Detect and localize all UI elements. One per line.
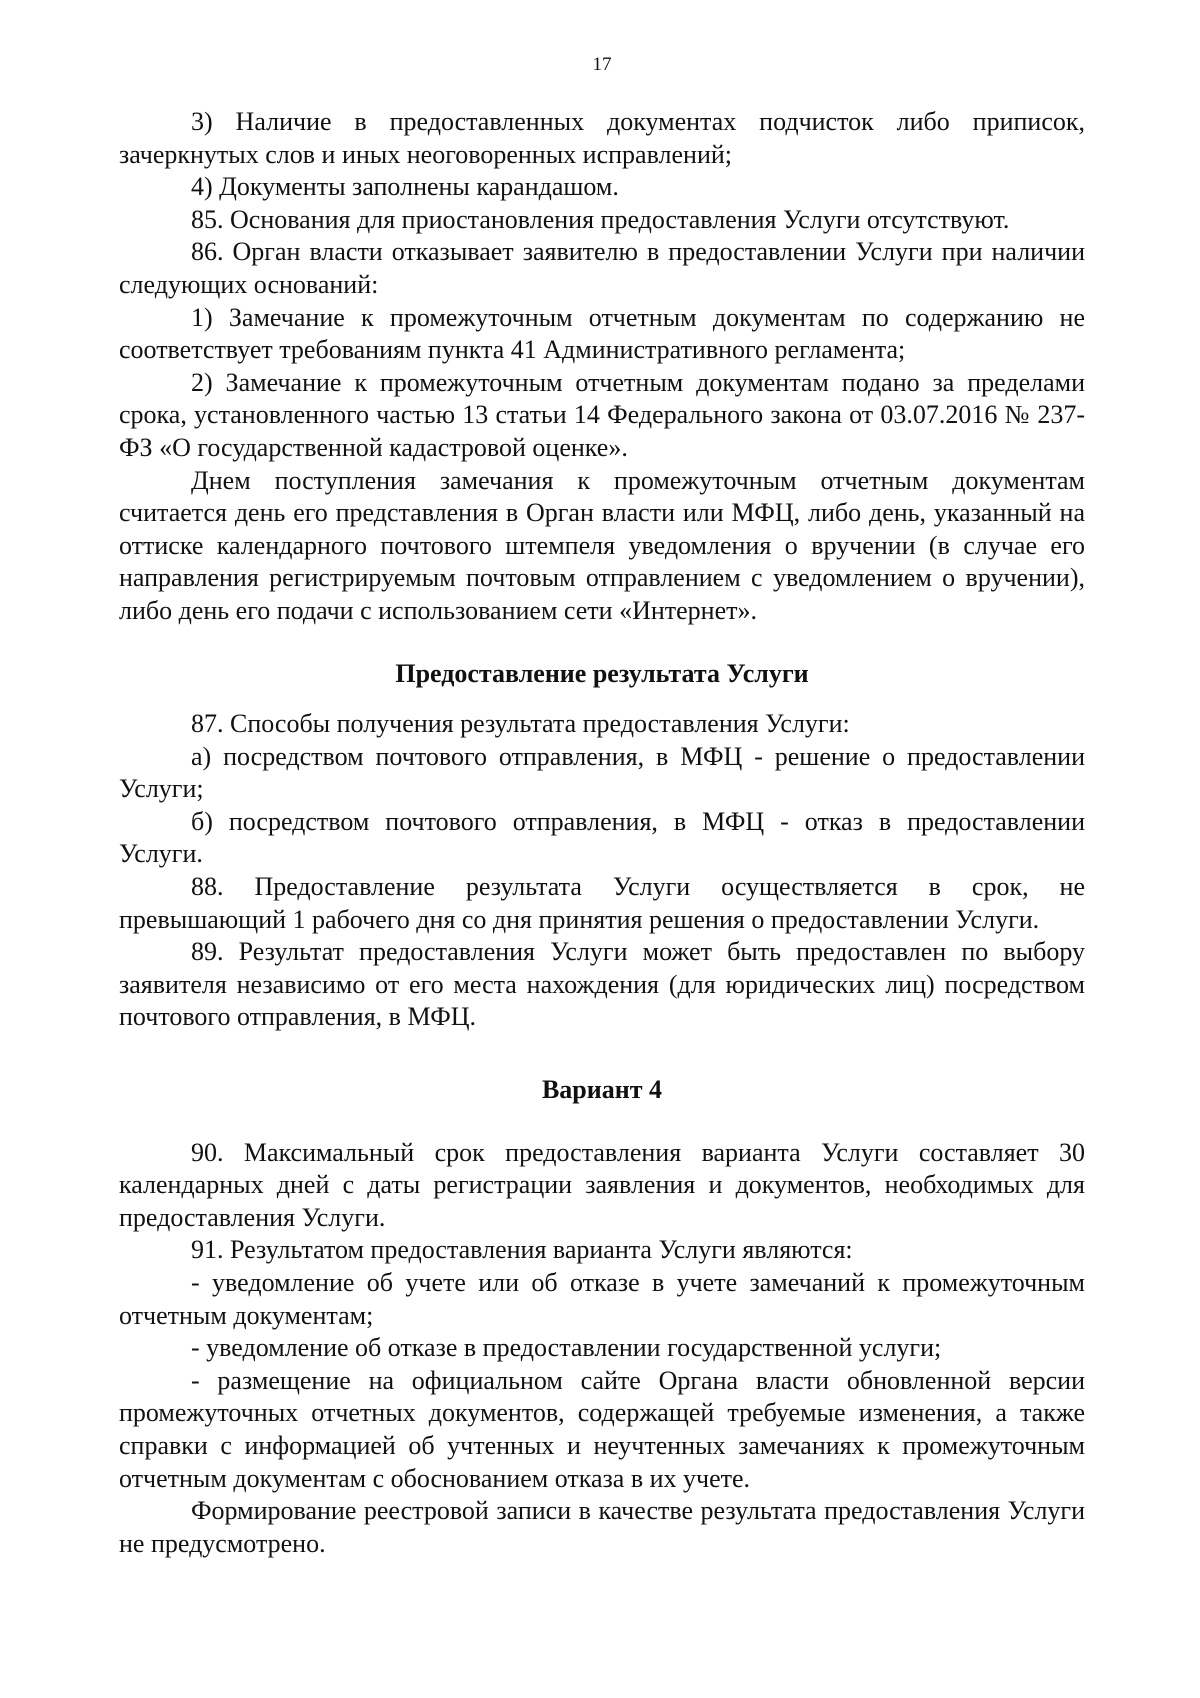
clause-91-item-1: - уведомление об учете или об отказе в учете замечаний к промежуточным отчетным документам;	[119, 1268, 1085, 1330]
registry-record-paragraph: Формирование реестровой записи в качестве результата предоставления Услуги не предусмотрено.	[119, 1496, 1085, 1558]
clause-90: 90. Максимальный срок предоставления варианта Услуги составляет 30 календарных дней с даты регистрации заявления и документов, необходимых для предоставления Услуги.	[119, 1137, 1085, 1232]
receipt-day-paragraph: Днем поступления замечания к промежуточным отчетным документам считается день его представления в Орган власти или МФЦ, либо день, указанный на оттиске календарного почтового штемпеля уведомления о вручении (в случае его направления регистрируемым почтовым отправлением с уведомлением о вручении), либо день его подачи с использованием сети «Интернет».	[119, 465, 1085, 625]
clause-91-item-2: - уведомление об отказе в предоставлении государственной услуги;	[191, 1333, 942, 1363]
section-heading-variant-4: Вариант 4	[541, 1075, 663, 1105]
section-heading-result: Предоставление результата Услуги	[395, 658, 809, 688]
document-body	[119, 106, 1085, 1560]
item-3-corrections: 3) Наличие в предоставленных документах подчисток либо приписок, зачеркнутых слов и иных неоговоренных исправлений;	[119, 107, 1085, 169]
clause-89: 89. Результат предоставления Услуги может быть предоставлен по выбору заявителя независимо от его места нахождения (для юридических лиц) посредством почтового отправления, в МФЦ.	[119, 937, 1085, 1032]
clause-86: 86. Орган власти отказывает заявителю в предоставлении Услуги при наличии следующих оснований:	[119, 237, 1085, 299]
clause-86-item-2: 2) Замечание к промежуточным отчетным документам подано за пределами срока, установленного частью 13 статьи 14 Федерального закона от 03.07.2016 № 237-ФЗ «О государственной кадастровой оценке».	[119, 367, 1085, 462]
clause-86-item-1: 1) Замечание к промежуточным отчетным документам по содержанию не соответствует требованиям пункта 41 Административного регламента;	[119, 302, 1085, 365]
page-number: 17	[592, 54, 612, 75]
document-page	[119, 0, 1085, 1698]
item-4-pencil: 4) Документы заполнены карандашом.	[191, 172, 619, 202]
clause-87: 87. Способы получения результата предоставления Услуги:	[191, 709, 850, 739]
clause-88: 88. Предоставление результата Услуги осуществляется в срок, не превышающий 1 рабочего дня со дня принятия решения о предоставлении Услуги.	[119, 872, 1085, 934]
clause-87-item-a: а) посредством почтового отправления, в МФЦ - решение о предоставлении Услуги;	[119, 741, 1085, 804]
clause-87-item-b: б) посредством почтового отправления, в МФЦ - отказ в предоставлении Услуги.	[119, 806, 1085, 869]
clause-91-item-3: - размещение на официальном сайте Органа власти обновленной версии промежуточных отчетных документов, содержащей требуемые изменения, а также справки с информацией об учтенных и неучтенных замечаниях к промежуточным отчетным документам с обоснованием отказа в их учете.	[119, 1365, 1085, 1493]
clause-85: 85. Основания для приостановления предоставления Услуги отсутствуют.	[191, 204, 1010, 234]
clause-91: 91. Результатом предоставления варианта Услуги являются:	[191, 1235, 853, 1265]
